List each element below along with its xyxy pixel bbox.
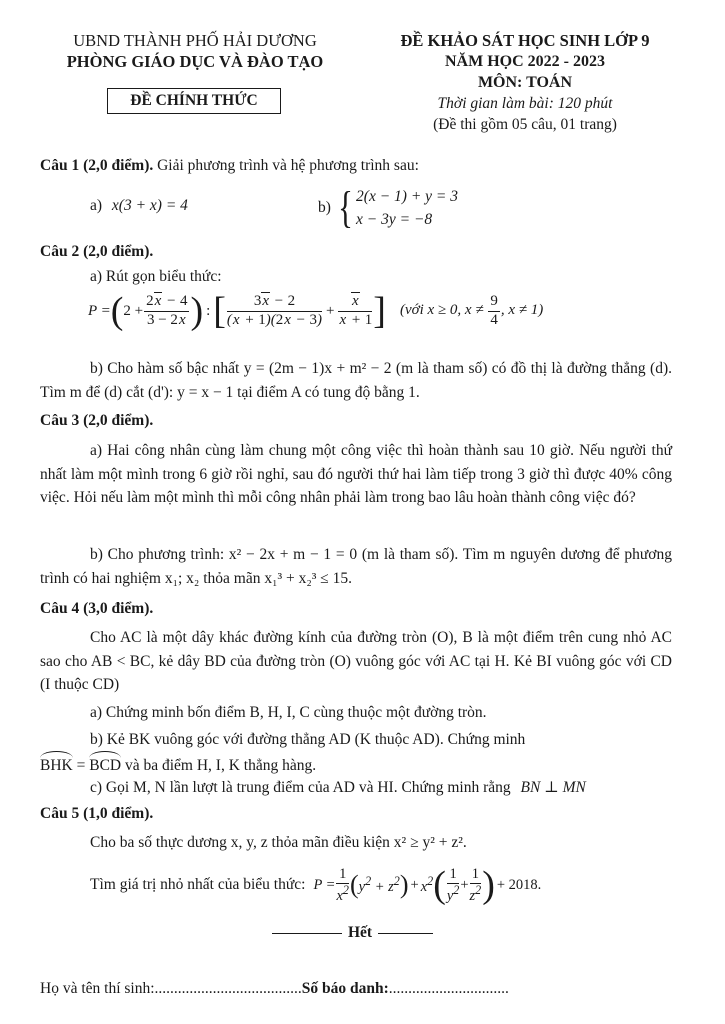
time-limit: Thời gian làm bài: 120 phút: [437, 95, 613, 112]
q3-a-text: a) Hai công nhân cùng làm chung một công việc thì hoàn thành sau 10 giờ. Nếu người thứ nhất làm một mình trong 6 giờ rồi nghỉ, sau đó người thứ hai làm tiếp trong 3 giờ thì được 40% công việc. Hỏi nếu làm một mình thì mỗi công nhân phải làm trong bao lâu hoàn thành công việc đó?: [40, 442, 672, 506]
q5-intro: Cho ba số thực dương x, y, z thỏa mãn điều kiện x² ≥ y² + z².: [90, 834, 467, 851]
end-marker: [272, 924, 433, 942]
q5-title: Câu 5 (1,0 điểm).: [40, 805, 154, 822]
q1-a-label: a): [90, 197, 103, 214]
q1-part-b: [318, 185, 458, 231]
q5-find: [90, 864, 542, 907]
candidate-name-label: Họ và tên thí sinh:: [40, 980, 155, 997]
page-count: (Đề thi gồm 05 câu, 01 trang): [433, 116, 617, 133]
q5-constant: + 2018.: [496, 876, 542, 893]
exam-title: ĐỀ KHẢO SÁT HỌC SINH LỚP 9: [400, 31, 650, 50]
q2-expression: P = ( 2 + $\frac{2x - 4}{3 - 2x}$ ) : [ $\frac{3x - 2}{(x + 1)(2x - 3)}$ + $\frac{x}{x + 1}$ ] (với x ≥ 0, x ≠ $\frac{9}{4}$ , x ≠ 1): [88, 290, 544, 332]
header-right: [370, 30, 680, 135]
q4-b-angles: BHK = BCD và ba điểm H, I, K thẳng hàng.: [40, 751, 316, 778]
q4-title: Câu 4 (3,0 điểm).: [40, 600, 154, 617]
q2-title: Câu 2 (2,0 điểm).: [40, 243, 154, 260]
end-text: Hết: [348, 924, 373, 941]
q1-a-equation: x(3 + x) = 4: [111, 197, 188, 214]
official-exam-box: ĐỀ CHÍNH THỨC: [107, 88, 281, 114]
authority-name: UBND THÀNH PHỐ HẢI DƯƠNG: [73, 31, 317, 50]
q4-c-statement: c) Gọi M, N lần lượt là trung điểm của AD và HI. Chứng minh rằng: [90, 779, 511, 796]
q1-title: Câu 1 (2,0 điểm).: [40, 157, 154, 174]
subject: MÔN: TOÁN: [477, 74, 573, 91]
q4-c-math: BN ⊥ MN: [520, 779, 586, 796]
q5-find-label: Tìm giá trị nhỏ nhất của biểu thức:: [90, 876, 306, 894]
q1-b-equation-2: x − 3y = −8: [356, 211, 433, 228]
school-year: NĂM HỌC 2022 - 2023: [445, 53, 605, 70]
q4-c-text: [90, 778, 586, 797]
candidate-info: [40, 980, 509, 998]
header-left: [40, 30, 350, 72]
q1-heading: [40, 157, 419, 175]
angle-bhk: BHK: [40, 751, 73, 778]
q1-b-equation-1: 2(x − 1) + y = 3: [356, 188, 459, 205]
q1-part-a: [90, 197, 188, 215]
q4-b-text-2: và ba điểm H, I, K thẳng hàng.: [121, 757, 317, 774]
q4-intro: Cho AC là một dây khác đường kính của đường tròn (O), B là một điểm trên cung nhỏ AC sao cho AB < BC, kẻ dây BD của đường tròn (O) vuông góc với AC tại H. Kẻ BI vuông góc với CD (I thuộc CD): [40, 629, 672, 693]
q4-a-text: a) Chứng minh bốn điểm B, H, I, C cùng thuộc một đường tròn.: [90, 704, 487, 721]
candidate-name-dots: ......................................: [154, 980, 302, 997]
candidate-id-dots: ...............................: [388, 980, 509, 997]
system-brace: {: [338, 183, 353, 232]
q2-b-text: b) Cho hàm số bậc nhất y = (2m − 1)x + m² − 2 (m là tham số) có đồ thị là đường thẳng (d). Tìm m để (d) cắt (d'): y = x − 1 tại điểm A có tung độ bằng 1.: [40, 360, 672, 401]
q3-b-text: b) Cho phương trình: x² − 2x + m − 1 = 0 (m là tham số). Tìm m nguyên dương để phương trình có hai nghiệm x₁; x₂ thỏa mãn x₁³ + x₂³ ≤ 15.: [40, 546, 672, 587]
end-line-right: [378, 933, 433, 934]
department-name: PHÒNG GIÁO DỤC VÀ ĐÀO TẠO: [66, 52, 324, 71]
q4-b-text: b) Kẻ BK vuông góc với đường thẳng AD (K thuộc AD). Chứng minh: [90, 731, 526, 748]
candidate-id-label: Số báo danh:: [301, 980, 389, 997]
q1-b-label: b): [318, 199, 331, 216]
q2-a-text: a) Rút gọn biểu thức:: [90, 268, 222, 285]
q1-prompt: Giải phương trình và hệ phương trình sau:: [153, 157, 419, 174]
equation-system: [356, 185, 458, 231]
angle-bcd: BCD: [89, 751, 121, 778]
q5-expression: P = $\frac{1}{x^2}$ ( $y^2 + z^2$ ) + $x^2$ ( $\frac{1}{y^2}$ + $\frac{1}{z^2}$ ) + 2018.: [313, 864, 542, 907]
q3-title: Câu 3 (2,0 điểm).: [40, 412, 154, 429]
end-line-left: [272, 933, 342, 934]
